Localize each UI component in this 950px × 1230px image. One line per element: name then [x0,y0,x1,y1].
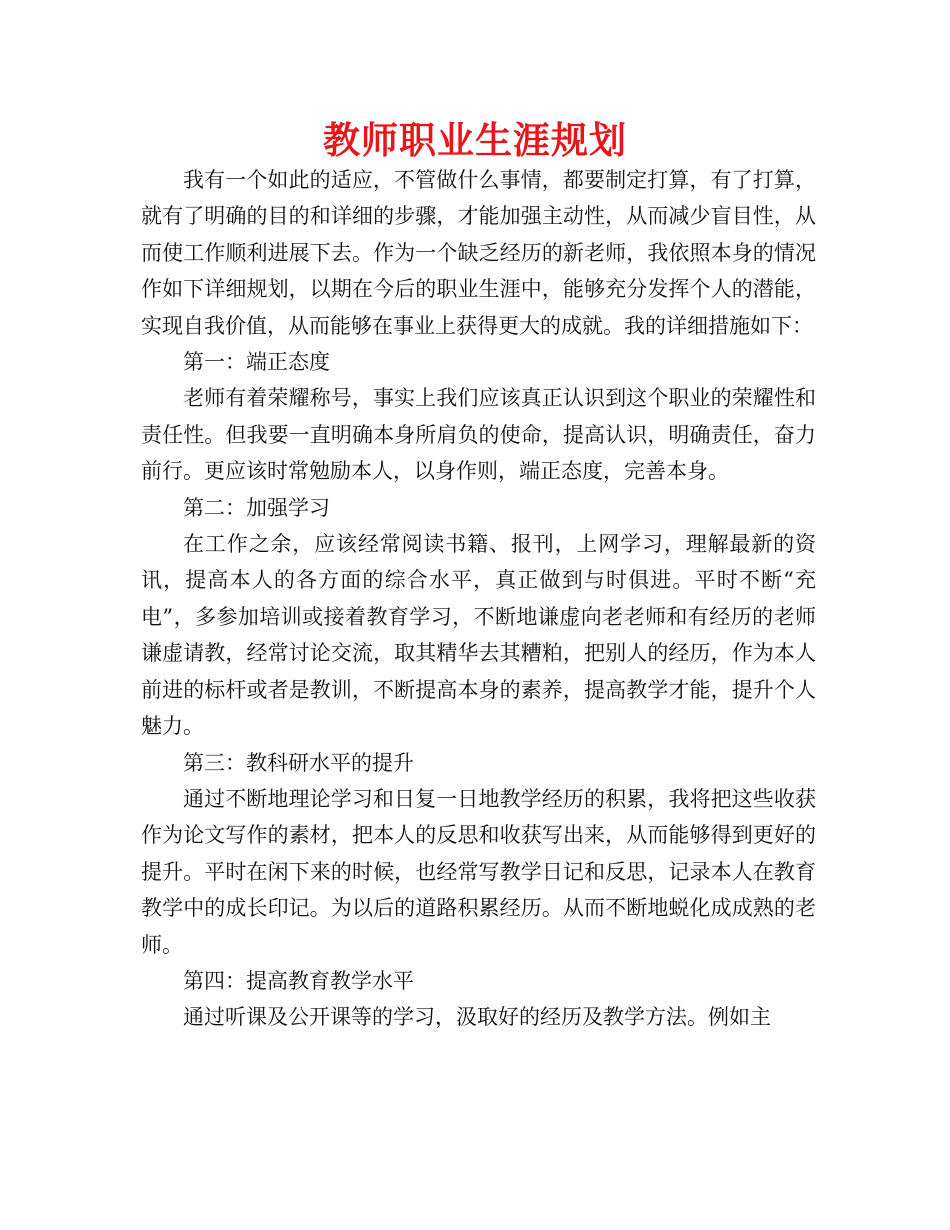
paragraph-4: 通过听课及公开课等的学习，汲取好的经历及教学方法。例如主 [183,1005,771,1030]
section-heading-1: 第一：端正态度 [183,350,330,375]
paragraph-2: 在工作之余，应该经常阅读书籍、报刊，上网学习，理解最新的资讯，提高本人的各方面的综合水平，真正做到与时俱进。平时不断“充电”，多参加培训或接着教育学习，不断地谦虚向老老师和有经历的老师谦虚请教，经常讨论交流，取其精华去其糟粕，把别人的经历，作为本人前进的标杆或者是教训，不断提高本身的素养，提高教学才能，提升个人魅力。 [141,532,816,739]
document-body [141,162,816,1036]
paragraph-3: 通过不断地理论学习和日复一日地教学经历的积累，我将把这些收获作为论文写作的素材，把本人的反思和收获写出来，从而能够得到更好的提升。平时在闲下来的时候，也经常写教学日记和反思，记录本人在教育教学中的成长印记。为以后的道路积累经历。从而不断地蜕化成成熟的老师。 [141,786,816,957]
section-heading-3: 第三：教科研水平的提升 [183,750,414,775]
paragraph-intro: 我有一个如此的适应，不管做什么事情，都要制定打算，有了打算，就有了明确的目的和详细的步骤，才能加强主动性，从而减少盲目性，从而使工作顺利进展下去。作为一个缺乏经历的新老师，我依照本身的情况作如下详细规划，以期在今后的职业生涯中，能够充分发挥个人的潜能，实现自我价值，从而能够在事业上获得更大的成就。我的详细措施如下： [141,168,816,338]
section-heading-2: 第二：加强学习 [183,495,330,520]
document-title: 教师职业生涯规划 [323,119,627,162]
paragraph-1: 老师有着荣耀称号，事实上我们应该真正认识到这个职业的荣耀性和责任性。但我要一直明确本身所肩负的使命，提高认识，明确责任，奋力前行。更应该时常勉励本人，以身作则，端正态度，完善本身。 [141,386,816,484]
section-heading-4: 第四：提高教育教学水平 [183,968,414,993]
